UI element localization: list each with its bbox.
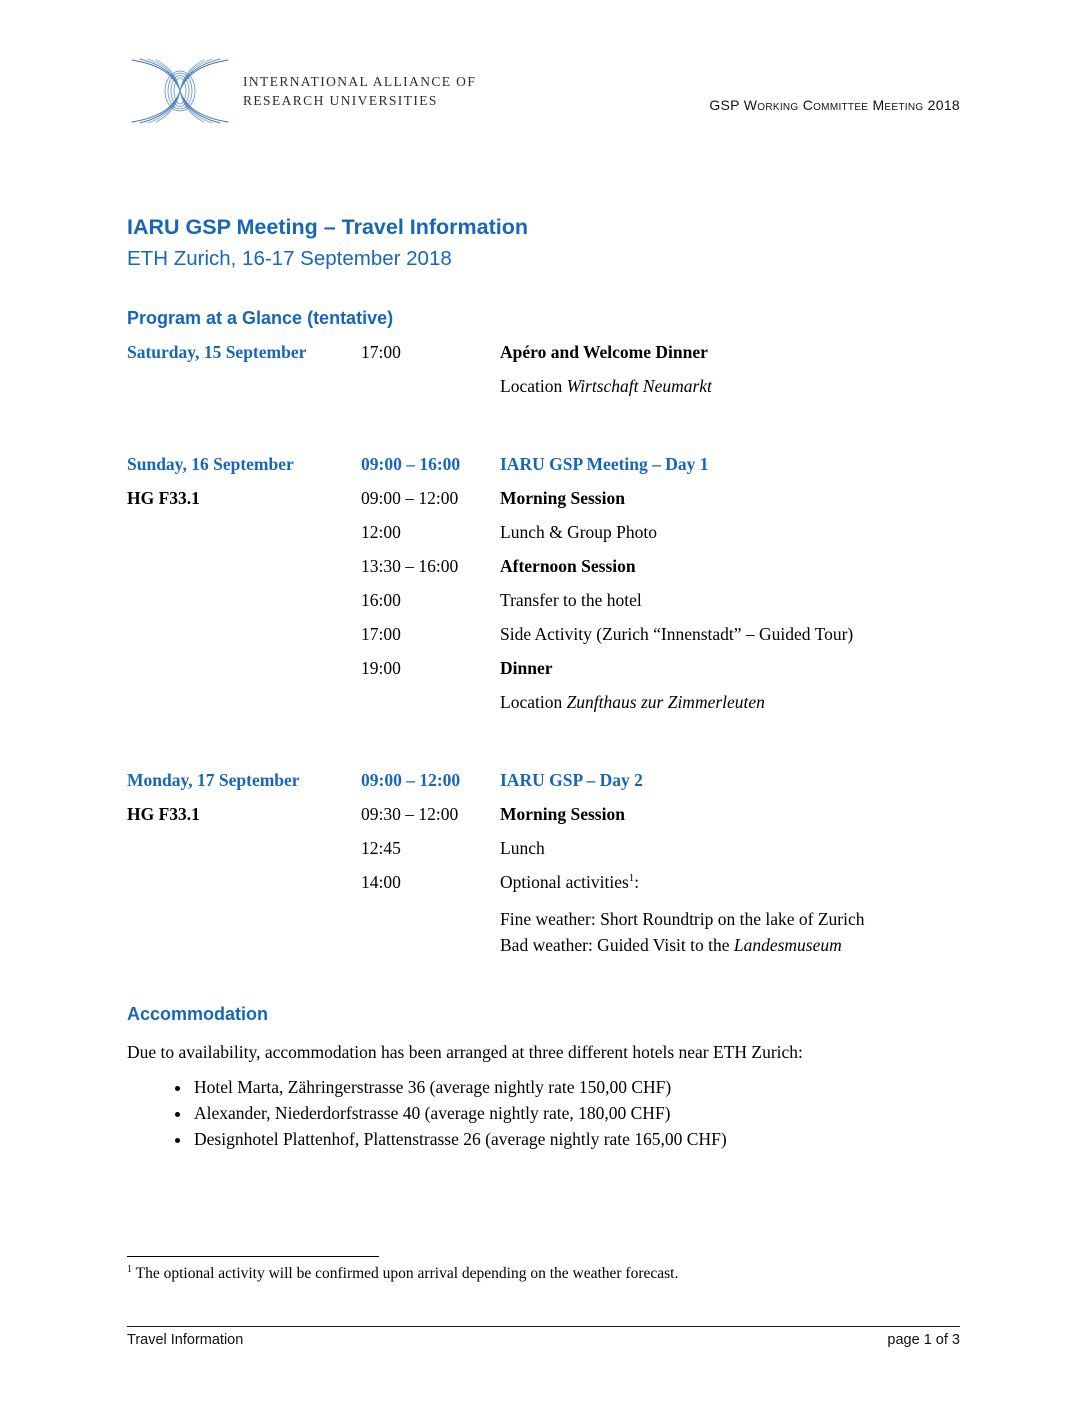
hotel-item: • Hotel Marta, Zähringerstrasse 36 (average nightly rate 150,00 CHF) [192,1074,960,1100]
program-cell-desc: Lunch [500,838,545,858]
program-cell-date [127,556,361,577]
program-row [127,770,960,791]
program-heading: Program at a Glance (tentative) [127,308,394,328]
footnote-separator [127,1256,379,1257]
program-cell-date: Sunday, 16 September [127,454,294,474]
program-cell-date [127,376,361,397]
program-cell-date: HG F33.1 [127,804,200,824]
program-cell-time: 09:00 – 12:00 [361,488,459,508]
program-row [127,556,960,577]
logo-wordmark [243,72,476,110]
footer-page-number: page 1 of 3 [887,1332,960,1348]
running-header: GSP Working Committee Meeting 2018 [709,97,960,113]
program-section [127,770,960,958]
program-cell-date [127,692,361,713]
program-row [127,342,960,363]
hotel-item: • Alexander, Niederdorfstrasse 40 (average nightly rate, 180,00 CHF) [192,1100,960,1126]
footer-document-name: Travel Information [127,1332,244,1348]
program-cell-date: Monday, 17 September [127,770,300,790]
accommodation-heading: Accommodation [127,1004,269,1024]
program-cell-desc: Location Zunfthaus zur Zimmerleuten [500,692,765,712]
program-cell-desc: Fine weather: Short Roundtrip on the lake of Zurich Bad weather: Guided Visit to the Landesmuseum [500,909,865,955]
program-cell-desc: Side Activity (Zurich “Innenstadt” – Guided Tour) [500,624,854,644]
program-cell-date [127,838,361,859]
program-cell-date [127,624,361,645]
page-footer [127,1326,960,1348]
program-cell-time: 17:00 [361,342,401,362]
program-cell-time: 16:00 [361,590,401,610]
program-cell-time: 12:00 [361,522,401,542]
program-cell-date [127,872,361,893]
program-cell-time: 09:30 – 12:00 [361,804,459,824]
program-row [127,658,960,679]
program-cell-date [127,522,361,543]
program-cell-date: HG F33.1 [127,488,200,508]
program-cell-time: 17:00 [361,624,401,644]
program-cell-time: 13:30 – 16:00 [361,556,459,576]
program-row [127,488,960,509]
program-cell-desc: Lunch & Group Photo [500,522,658,542]
program-row [127,624,960,645]
program-cell-time [361,692,500,713]
hotel-list [127,1074,960,1152]
program-cell-date [127,590,361,611]
program-row [127,872,960,893]
program-row [127,522,960,543]
program-cell-desc: Location Wirtschaft Neumarkt [500,376,712,396]
program-cell-desc: Morning Session [500,804,625,824]
program-cell-date [127,906,361,958]
footnote-text [127,1264,960,1284]
program-cell-time: 12:45 [361,838,401,858]
program-cell-desc: Afternoon Session [500,556,636,576]
footnote-body: The optional activity will be confirmed upon arrival depending on the weather forecast. [135,1265,679,1282]
accommodation-intro: Due to availability, accommodation has been arranged at three different hotels near ETH Zurich: [127,1042,803,1062]
page-title: IARU GSP Meeting – Travel Information [127,215,529,239]
iaru-logo [127,55,960,127]
program-row [127,590,960,611]
program-cell-desc: Dinner [500,658,553,678]
program-row [127,376,960,397]
program-cell-time: 09:00 – 12:00 [361,770,461,790]
logo-text-line2: RESEARCH UNIVERSITIES [243,93,438,108]
footnote-block [127,1256,960,1284]
footnote-marker: 1 [127,1263,132,1275]
program-cell-desc: IARU GSP Meeting – Day 1 [500,454,709,474]
program-section [127,342,960,397]
document-header [127,55,960,127]
program-cell-time: 19:00 [361,658,401,678]
program-cell-desc: Apéro and Welcome Dinner [500,342,708,362]
program-cell-date: Saturday, 15 September [127,342,307,362]
program-cell-date [127,658,361,679]
program-row [127,692,960,713]
program-section [127,454,960,713]
iaru-logo-icon [127,55,233,127]
program-row [127,906,960,958]
program-row [127,838,960,859]
page-subtitle: ETH Zurich, 16-17 September 2018 [127,247,452,270]
program-cell-desc: Transfer to the hotel [500,590,642,610]
logo-text-line1: INTERNATIONAL ALLIANCE OF [243,74,477,89]
program-cell-time [361,376,500,397]
program-cell-time: 09:00 – 16:00 [361,454,461,474]
program-cell-desc: Morning Session [500,488,625,508]
program-cell-desc: IARU GSP – Day 2 [500,770,643,790]
hotel-item: • Designhotel Plattenhof, Plattenstrasse 26 (average nightly rate 165,00 CHF) [192,1126,960,1152]
program-row [127,804,960,825]
program-row [127,454,960,475]
program-cell-time: 14:00 [361,872,401,892]
program-cell-desc: Optional activities$^1$: [500,872,640,892]
program-cell-time [361,906,500,958]
program-table [127,342,960,958]
